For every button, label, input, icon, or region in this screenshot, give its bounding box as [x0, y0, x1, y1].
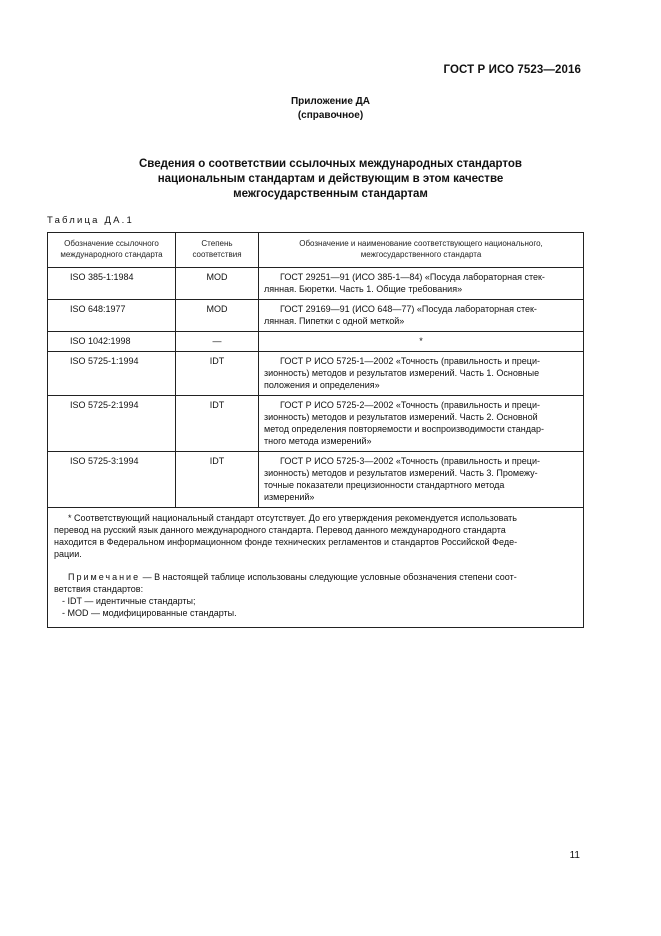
section-title-line: межгосударственным стандартам [233, 188, 428, 200]
degree-cell: IDT [176, 452, 259, 508]
reference-standard-cell: ISO 5725-2:1994 [48, 396, 176, 452]
degree-cell: — [176, 332, 259, 352]
reference-standard-cell: ISO 1042:1998 [48, 332, 176, 352]
table-row [48, 300, 584, 332]
degree-cell: IDT [176, 352, 259, 396]
table-row [48, 332, 584, 352]
section-title [0, 157, 661, 202]
note-list-item: - IDT — идентичные стандарты; [62, 596, 196, 606]
footnote-text: * Соответствующий национальный стандарт отсутствует. До его утверждения рекомендуется использовать [68, 513, 517, 523]
table-row [48, 396, 584, 452]
national-standard-cell: ГОСТ 29169—91 (ИСО 648—77) «Посуда лабораторная стек- лянная. Пипетки с одной меткой» [259, 300, 584, 332]
section-title-line: национальным стандартам и действующим в этом качестве [157, 173, 504, 185]
table-row [48, 452, 584, 508]
national-standard-cell: ГОСТ Р ИСО 5725-1—2002 «Точность (правильность и преци- зионность) методов и результатов измерений. Часть 1. Основные положения и определения» [259, 352, 584, 396]
note-list-item: - MOD — модифицированные стандарты. [62, 608, 237, 618]
correspondence-table [47, 232, 584, 628]
table-row [48, 268, 584, 300]
column-header-national: Обозначение и наименование соответствующего национального, межгосударственного стандарта [259, 233, 584, 268]
appendix-subtitle: (справочное) [297, 110, 364, 121]
national-standard-cell: ГОСТ Р ИСО 5725-3—2002 «Точность (правильность и преци- зионность) методов и результатов измерений. Часть 3. Промежу- точные показатели прецизионности стандартного метода измерений» [259, 452, 584, 508]
table-header-row [48, 233, 584, 268]
degree-cell: IDT [176, 396, 259, 452]
table-footnote-row [48, 508, 584, 628]
national-standard-cell: ГОСТ Р ИСО 5725-2—2002 «Точность (правильность и преци- зионность) методов и результатов измерений. Часть 2. Основной метод определения повторяемости и воспроизводимости стандар- тного метода измерений» [259, 396, 584, 452]
note-label: Примечание [68, 572, 141, 582]
degree-cell: MOD [176, 268, 259, 300]
appendix-title: Приложение ДА [290, 96, 371, 107]
note-text: — В настоящей таблице использованы следующие условные обозначения степени соот- [142, 572, 517, 582]
reference-standard-cell: ISO 5725-3:1994 [48, 452, 176, 508]
table-caption: Таблица ДА.1 [47, 215, 134, 226]
degree-cell: MOD [176, 300, 259, 332]
column-header-degree: Степень соответствия [176, 233, 259, 268]
table-note [54, 571, 577, 583]
page-number: 11 [569, 850, 580, 861]
column-header-reference: Обозначение ссылочного международного стандарта [48, 233, 176, 268]
reference-standard-cell: ISO 648:1977 [48, 300, 176, 332]
standard-code-header: ГОСТ Р ИСО 7523—2016 [443, 64, 581, 76]
section-title-line: Сведения о соответствии ссылочных международных стандартов [138, 158, 522, 170]
table-footnote: * Соответствующий национальный стандарт отсутствует. До его утверждения рекомендуется использовать перевод на русский язык данного международного стандарта. Перевод данного международного стандарта находится в Федеральном информационном фонде технических регламентов и стандартов Российской Феде- рации. Примечание — В настоящей таблице использованы следующие условные обозначения степени соот- ветствия стандартов: - IDT — идентичные стандарты; - MOD — модифицированные стандарты. [48, 508, 584, 628]
table-row [48, 352, 584, 396]
reference-standard-cell: ISO 385-1:1984 [48, 268, 176, 300]
reference-standard-cell: ISO 5725-1:1994 [48, 352, 176, 396]
national-standard-cell: * [259, 332, 584, 352]
appendix-heading [0, 95, 661, 123]
national-standard-cell: ГОСТ 29251—91 (ИСО 385-1—84) «Посуда лабораторная стек- лянная. Бюретки. Часть 1. Общие требования» [259, 268, 584, 300]
